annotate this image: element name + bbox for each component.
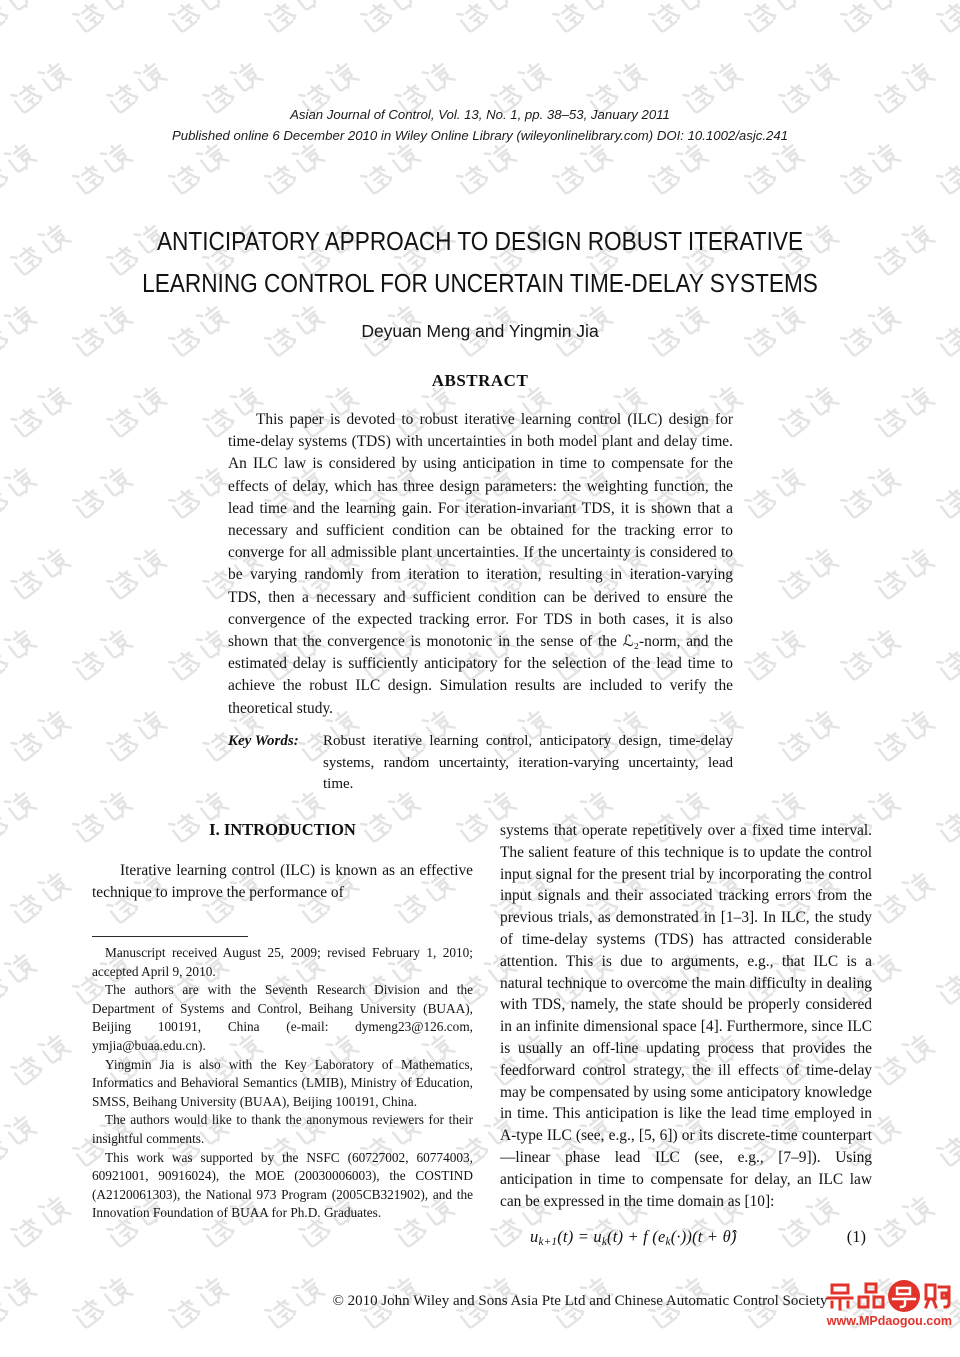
journal-header bbox=[0, 104, 960, 146]
page-title bbox=[0, 220, 960, 304]
footnote-block bbox=[92, 936, 473, 1223]
keywords-label: Key Words: bbox=[228, 733, 299, 749]
section-heading-introduction: I. INTRODUCTION bbox=[209, 820, 356, 839]
introduction-left-paragraph: Iterative learning control (ILC) is known as an effective technique to improve the performance of bbox=[92, 862, 473, 901]
footnote-affiliation-2: Yingmin Jia is also with the Key Laboratory of Mathematics, Informatics and Behavioral Semantics (LMIB), Ministry of Education, SMSS, Beihang University (BUAA), Beijing 100191, China. bbox=[92, 1056, 473, 1109]
mpdaogou-logo bbox=[806, 1279, 952, 1328]
footnote-affiliation: The authors are with the Seventh Research Division and the Department of Systems and Control, Beihang University (BUAA), Beijing 100191, China (e-mail: dymeng23@126.com, ymjia@buaa.edu.cn). bbox=[92, 982, 473, 1053]
copyright-footer: © 2010 John Wiley and Sons Asia Pte Ltd and Chinese Automatic Control Society bbox=[332, 1293, 828, 1309]
introduction-right-paragraph: systems that operate repetitively over a fixed time interval. The salient feature of this technique is to update the control input signal for the present trial by incorporating the control input signals and their associated tracking errors from the previous trials, as demonstrated in [1–3]. In ILC, the study of time-delay systems (TDS) has attracted considerable attention. This is due to arguments, e.g., that ILC is a natural technique to overcome the main difficulty in dealing with TDS, namely, the state should be properly considered in an infinite dimensional space [4]. Furthermore, since ILC is usually an off-line updating process that provides the feedforward control strategy, the ill effects of time-delay may be compensated by using some anticipatory knowledge in time. This anticipation is like the lead time employed in A-type ILC (see, e.g., [5, 6]) or its discrete-time counterpart—linear phase lead ILC (see, e.g., [7–9]). Using anticipation in time to compensate for delay, an ILC law can be expressed in the time domain as [10]: bbox=[500, 822, 872, 1210]
journal-doi-line: Published online 6 December 2010 in Wiley Online Library (wileyonlinelibrary.com) DOI: 10.1002/asjc.241 bbox=[171, 128, 789, 143]
abstract-paragraph: This paper is devoted to robust iterative learning control (ILC) design for time-delay systems (TDS) with uncertainties in both model plant and delay time. An ILC law is considered by using anticipation in time to compensate for the effects of delay, which has three design parameters: the weighting function, the lead time and the learning gain. For iteration-invariant TDS, it is shown that a necessary and sufficient condition can be obtained for the tracking error to converge for all admissible plant uncertainties. If the uncertainty is considered to be varying randomly from iteration to iteration, resulting in iteration-varying TDS, then a necessary and sufficient condition can be derived to ensure the convergence of the expected tracking error. For TDS in both cases, it is also shown that the convergence is monotonic in the sense of the ℒ₂-norm, and the estimated delay is sufficiently anticipatory for the selection of the lead time to achieve the robust ILC design. Simulation results are included to verify the theoretical study. bbox=[228, 411, 733, 717]
equation-1 bbox=[500, 1227, 872, 1247]
footnote-acknowledgement: The authors would like to thank the anonymous reviewers for their insightful comments. bbox=[92, 1112, 473, 1146]
paper-title-line-2: LEARNING CONTROL FOR UNCERTAIN TIME-DELAY SYSTEMS bbox=[142, 268, 818, 298]
keywords-block bbox=[228, 731, 733, 796]
footnote-received: Manuscript received August 25, 2009; revised February 1, 2010; accepted April 9, 2010. bbox=[92, 945, 473, 979]
right-column bbox=[500, 820, 872, 1247]
mpdaogou-url: www.MPdaogou.com bbox=[826, 1314, 952, 1328]
equation-1-formula: uk+1(t) = uk(t) + f (ek(·))(t + θ̂) bbox=[530, 1227, 737, 1249]
keywords-text: Robust iterative learning control, anticipatory design, time-delay systems, random uncertainty, iteration-varying uncertainty, lead time. bbox=[323, 733, 733, 792]
abstract-body bbox=[228, 409, 733, 720]
journal-citation-line: Asian Journal of Control, Vol. 13, No. 1, pp. 38–53, January 2011 bbox=[290, 107, 670, 122]
abstract-heading: ABSTRACT bbox=[431, 371, 529, 390]
authors-line: Deyuan Meng and Yingmin Jia bbox=[361, 321, 599, 341]
equation-1-number: (1) bbox=[846, 1227, 866, 1247]
footnote-funding: This work was supported by the NSFC (60727002, 60774003, 60921001, 90916024), the MOE (20030006003), the COSTIND (A2120061303), the National 973 Program (2005CB321902), and the Innovation Foundation of BUAA for Ph.D. Graduates. bbox=[92, 1149, 473, 1221]
left-column bbox=[92, 820, 473, 904]
footnote-rule bbox=[92, 936, 248, 937]
paper-title-line-1: ANTICIPATORY APPROACH TO DESIGN ROBUST ITERATIVE bbox=[156, 226, 804, 256]
mpdaogou-logo-icon bbox=[806, 1279, 952, 1313]
